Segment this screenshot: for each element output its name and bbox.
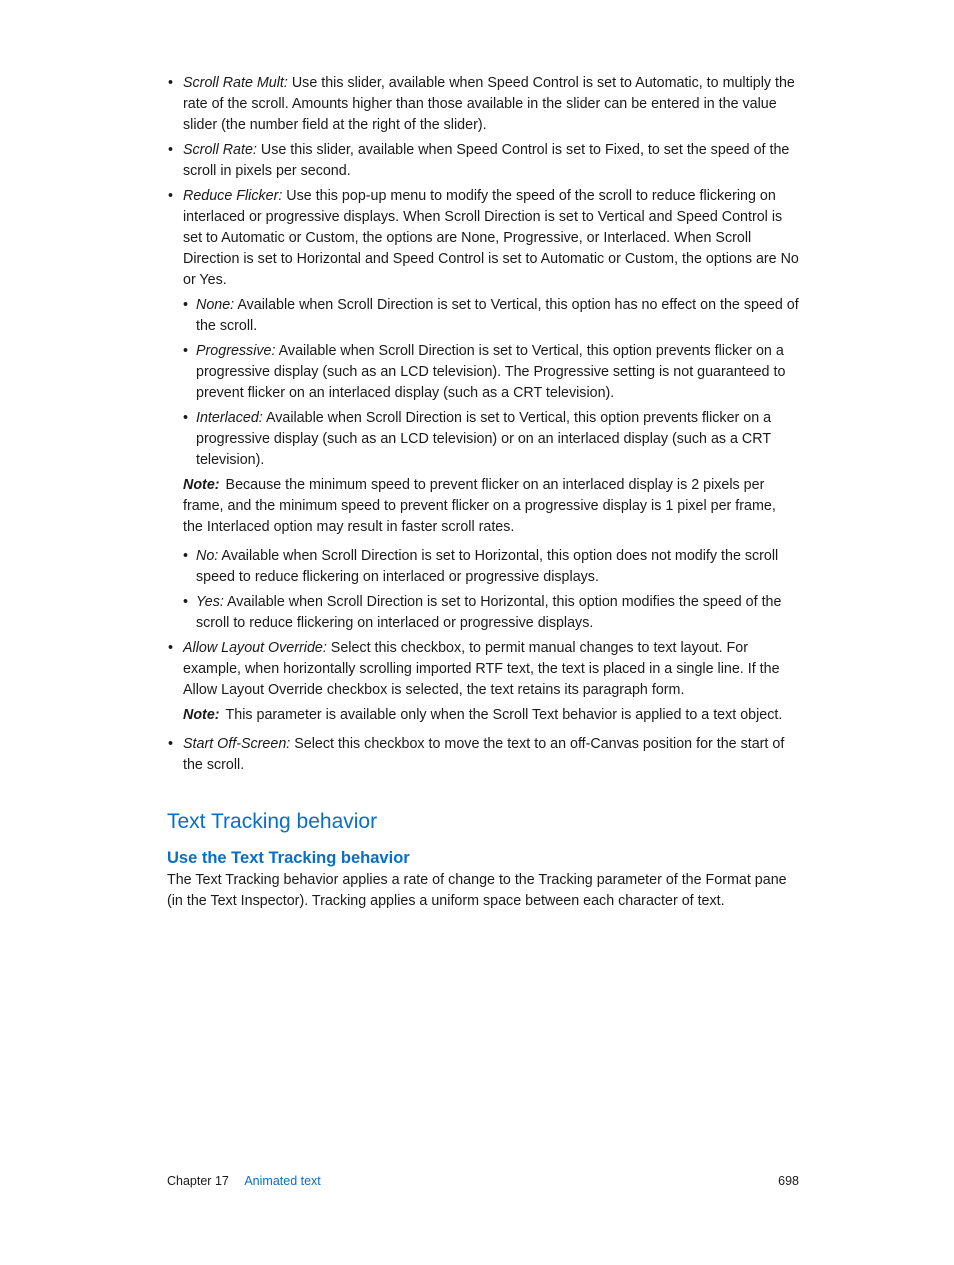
list-item (167, 734, 799, 776)
list-item-text: Available when Scroll Direction is set to Vertical, this option prevents flicker on a progressive display (such as an LCD television). The Progressive setting is not guaranteed to prevent flicker on an interlaced display (such as a CRT television). (196, 343, 786, 401)
list-item-term: Allow Layout Override: (183, 640, 327, 656)
list-item-term: Start Off-Screen: (183, 736, 291, 752)
page-footer (167, 1172, 799, 1190)
note (167, 705, 799, 726)
list-item-term: Progressive: (196, 343, 276, 359)
bullet-icon: • (183, 594, 189, 610)
bullet-icon: • (183, 410, 189, 426)
footer-chapter-link[interactable]: Animated text (244, 1174, 321, 1188)
list-item-text: Available when Scroll Direction is set to Vertical, this option has no effect on the speed of the scroll. (196, 297, 799, 334)
list-item-term: Yes: (196, 594, 224, 610)
list-item-term: Scroll Rate: (183, 142, 257, 158)
list-item (167, 73, 799, 136)
bullet-icon: • (183, 297, 189, 313)
list-item-text: Available when Scroll Direction is set to Horizontal, this option modifies the speed of the scroll to reduce flickering on interlaced or progressive displays. (196, 594, 782, 631)
list-item-text: Select this checkbox to move the text to an off-Canvas position for the start of the scroll. (183, 736, 785, 773)
note-label: Note: (183, 707, 220, 723)
sub-list-item (167, 546, 799, 588)
bullet-icon: • (168, 188, 174, 204)
list-item-text: Available when Scroll Direction is set to Horizontal, this option does not modify the scroll speed to reduce flickering on interlaced or progressive displays. (196, 548, 779, 585)
body-paragraph: The Text Tracking behavior applies a rate of change to the Tracking parameter of the Format pane (in the Text Inspector). Tracking applies a uniform space between each character of text. (167, 872, 787, 909)
list-item-term: Interlaced: (196, 410, 263, 426)
section-title: Text Tracking behavior (167, 810, 378, 833)
list-item-term: None: (196, 297, 235, 313)
note-label: Note: (183, 477, 220, 493)
bullet-icon: • (183, 343, 189, 359)
note-text: This parameter is available only when the Scroll Text behavior is applied to a text object. (225, 707, 783, 723)
list-item-text: Use this slider, available when Speed Control is set to Automatic, to multiply the rate of the scroll. Amounts higher than those available in the slider can be entered in the value slider (the number field at the right of the slider). (183, 75, 795, 133)
bullet-icon: • (183, 548, 189, 564)
sub-list-item (167, 295, 799, 337)
bullet-icon: • (168, 736, 174, 752)
list-item-term: Reduce Flicker: (183, 188, 283, 204)
bullet-icon: • (168, 75, 174, 91)
list-item-text: Available when Scroll Direction is set to Vertical, this option prevents flicker on a progressive display (such as an LCD television) or on an interlaced display (such as a CRT television). (196, 410, 772, 468)
bullet-icon: • (168, 640, 174, 656)
list-item-text: Select this checkbox, to permit manual changes to text layout. For example, when horizontally scrolling imported RTF text, the text is placed in a single line. If the Allow Layout Override checkbox is selected, the text retains its paragraph form. (183, 640, 780, 698)
list-item-term: No: (196, 548, 219, 564)
list-item-text: Use this pop-up menu to modify the speed of the scroll to reduce flickering on interlaced or progressive displays. When Scroll Direction is set to Vertical and Speed Control is set to Automatic or Custom, the options are None, Progressive, or Interlaced. When Scroll Direction is set to Horizontal and Speed Control is set to Automatic or Custom, the options are No or Yes. (183, 188, 799, 288)
list-item-text: Use this slider, available when Speed Control is set to Fixed, to set the speed of the scroll in pixels per second. (183, 142, 790, 179)
sub-list-item (167, 408, 799, 471)
footer-chapter: Chapter 17 (167, 1174, 229, 1188)
bullet-content (167, 73, 799, 780)
note-text: Because the minimum speed to prevent flicker on an interlaced display is 2 pixels per frame, and the minimum speed to prevent flicker on a progressive display is 1 pixel per frame, the Interlaced option may result in faster scroll rates. (183, 477, 776, 535)
bullet-icon: • (168, 142, 174, 158)
note (167, 475, 799, 538)
list-item (167, 638, 799, 701)
sub-list-item (167, 341, 799, 404)
list-item (167, 140, 799, 182)
list-item (167, 186, 799, 291)
page-number: 698 (778, 1174, 799, 1188)
list-item-term: Scroll Rate Mult: (183, 75, 288, 91)
sub-list-item (167, 592, 799, 634)
subsection-title: Use the Text Tracking behavior (167, 849, 410, 867)
